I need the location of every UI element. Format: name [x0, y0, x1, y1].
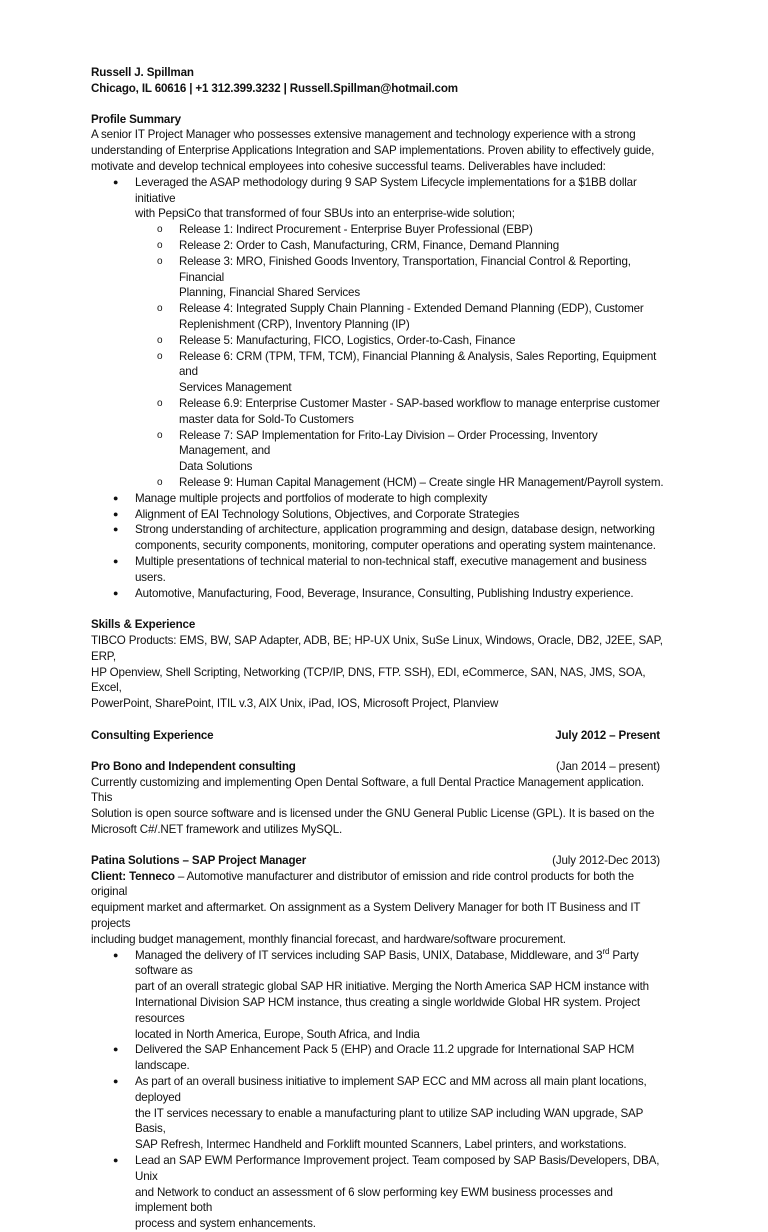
list-item — [91, 507, 668, 523]
release-item — [135, 396, 668, 428]
circle-bullet-icon: o — [157, 224, 163, 236]
list-item — [91, 586, 668, 602]
circle-bullet-icon: o — [157, 239, 163, 251]
skills-line: TIBCO Products: EMS, BW, SAP Adapter, ADB, BE; HP-UX Unix, SuSe Linux, Windows, Oracle, DB2, J2EE, SAP, ERP, — [91, 634, 663, 663]
job-title-row — [91, 759, 668, 775]
list-item — [91, 554, 668, 586]
circle-bullet-icon: o — [157, 429, 163, 441]
profile-summary-heading: Profile Summary — [91, 112, 181, 126]
skills-section — [91, 617, 668, 712]
bullet-text: Alignment of EAI Technology Solutions, Objectives, and Corporate Strategies — [135, 507, 520, 521]
profile-intro-line: understanding of Enterprise Applications Integration and SAP implementations. Proven ability to effectively guide, — [91, 144, 655, 158]
bullet-text: International Division SAP HCM instance, thus creating a single worldwide Global HR system. Project resources — [135, 996, 640, 1025]
release-text: Release 6: CRM (TPM, TFM, TCM), Financial Planning & Analysis, Sales Reporting, Equipment and — [179, 349, 657, 379]
release-text: Data Solutions — [179, 460, 253, 474]
release-item — [135, 333, 668, 349]
bullet-text: Manage multiple projects and portfolios of moderate to high complexity — [135, 491, 488, 505]
bullet-text: Leveraged the ASAP methodology during 9 SAP System Lifecycle implementations for a $1BB dollar initiative — [135, 175, 637, 205]
release-text: Release 4: Integrated Supply Chain Planning - Extended Demand Planning (EDP), Customer — [179, 302, 644, 316]
job-title: Pro Bono and Independent consulting — [91, 759, 296, 773]
bullet-icon: ● — [113, 524, 119, 535]
release-text: Planning, Financial Shared Services — [179, 286, 360, 300]
bullet-icon: ● — [113, 949, 119, 960]
bullet-text: SAP Refresh, Intermec Handheld and Forklift mounted Scanners, Label printers, and workstations. — [135, 1138, 627, 1152]
client-line — [91, 869, 668, 901]
job-description-line: Solution is open source software and is licensed under the GNU General Public License (GPL). It is based on the — [91, 807, 655, 821]
bullet-text: Delivered the SAP Enhancement Pack 5 (EHP) and Oracle 11.2 upgrade for International SAP HCM landscape. — [135, 1043, 635, 1073]
bullet-text-part: Party software as — [135, 948, 639, 978]
bullet-icon: ● — [113, 1044, 119, 1055]
release-list — [135, 222, 668, 491]
release-item — [135, 301, 668, 333]
bullet-text: part of an overall strategic global SAP HR initiative. Merging the North America SAP HCM instance with — [135, 980, 649, 994]
list-item — [91, 522, 668, 554]
list-item — [91, 491, 668, 507]
release-text: Release 1: Indirect Procurement - Enterprise Buyer Professional (EBP) — [179, 223, 533, 237]
bullet-text: with PepsiCo that transformed of four SBUs into an enterprise-wide solution; — [135, 207, 515, 221]
bullet-text — [135, 948, 668, 980]
consulting-dates: July 2012 – Present — [555, 729, 660, 743]
release-text: Release 7: SAP Implementation for Frito-Lay Division – Order Processing, Inventory Management, and — [179, 428, 598, 458]
job-dates: (July 2012-Dec 2013) — [552, 853, 660, 867]
list-item — [91, 948, 668, 1043]
bullet-text: Multiple presentations of technical material to non-technical staff, executive management and business users. — [135, 554, 647, 584]
consulting-heading-row — [91, 728, 668, 744]
release-text: Services Management — [179, 381, 292, 395]
client-description: – Automotive manufacturer and distributor of emission and ride control products for both the original — [91, 869, 634, 899]
release-text: Release 9: Human Capital Management (HCM) – Create single HR Management/Payroll system. — [179, 475, 664, 489]
patina-entry — [91, 853, 668, 1232]
bullet-icon: ● — [113, 555, 119, 566]
bullet-text-part: Managed the delivery of IT services including SAP Basis, UNIX, Database, Middleware, and 3 — [135, 948, 603, 962]
release-item — [135, 238, 668, 254]
circle-bullet-icon: o — [157, 255, 163, 267]
job-title-row — [91, 853, 668, 869]
bullet-text: Automotive, Manufacturing, Food, Beverage, Insurance, Consulting, Publishing Industry experience. — [135, 586, 634, 600]
job-description-line: Microsoft C#/.NET framework and utilizes MySQL. — [91, 823, 343, 837]
job-description-line: Currently customizing and implementing Open Dental Software, a full Dental Practice Management application. This — [91, 775, 644, 805]
resume-header — [91, 65, 668, 97]
client-line: equipment market and aftermarket. On assignment as a System Delivery Manager for both IT Business and IT projects — [91, 901, 641, 931]
bullet-text: located in North America, Europe, South Africa, and India — [135, 1027, 420, 1041]
list-item — [91, 1153, 668, 1232]
superscript: rd — [602, 946, 610, 956]
client-label: Client: Tenneco — [91, 869, 175, 883]
contact-line: Chicago, IL 60616 | +1 312.399.3232 | Russell.Spillman@hotmail.com — [91, 81, 458, 95]
release-item — [135, 349, 668, 396]
skills-heading: Skills & Experience — [91, 618, 196, 632]
job-title: Patina Solutions – SAP Project Manager — [91, 853, 307, 867]
bullet-icon: ● — [113, 1076, 119, 1087]
release-item — [135, 222, 668, 238]
bullet-text: the IT services necessary to enable a manufacturing plant to utilize SAP including WAN upgrade, SAP Basis, — [135, 1106, 644, 1136]
circle-bullet-icon: o — [157, 334, 163, 346]
release-text: Replenishment (CRP), Inventory Planning (IP) — [179, 317, 410, 331]
job-dates: (Jan 2014 – present) — [556, 759, 660, 773]
candidate-name: Russell J. Spillman — [91, 66, 194, 79]
skills-line: PowerPoint, SharePoint, ITIL v.3, AIX Unix, iPad, IOS, Microsoft Project, Planview — [91, 697, 499, 711]
release-item — [135, 475, 668, 491]
bullet-icon: ● — [113, 508, 119, 519]
release-text: Release 5: Manufacturing, FICO, Logistics, Order-to-Cash, Finance — [179, 333, 516, 347]
release-text: Release 3: MRO, Finished Goods Inventory, Transportation, Financial Control & Reporting, Financial — [179, 254, 631, 284]
consulting-section — [91, 728, 668, 1232]
release-text: Release 2: Order to Cash, Manufacturing, CRM, Finance, Demand Planning — [179, 238, 560, 252]
bullet-text: and Network to conduct an assessment of 6 slow performing key EWM business processes and implement both — [135, 1185, 613, 1215]
release-text: Release 6.9: Enterprise Customer Master - SAP-based workflow to manage enterprise customer — [179, 396, 660, 410]
bullet-text: Lead an SAP EWM Performance Improvement project. Team composed by SAP Basis/Developers, DBA, Unix — [135, 1154, 660, 1183]
bullet-icon: ● — [113, 1155, 119, 1165]
list-item — [91, 1042, 668, 1074]
client-line: including budget management, monthly financial forecast, and hardware/software procurement. — [91, 932, 566, 946]
bullet-text: Strong understanding of architecture, application programming and design, database design, networking — [135, 523, 655, 537]
release-item — [135, 428, 668, 475]
bullet-text: process and system enhancements. — [135, 1217, 316, 1231]
consulting-heading: Consulting Experience — [91, 729, 214, 743]
bullet-text: As part of an overall business initiative to implement SAP ECC and MM across all main plant locations, deployed — [135, 1075, 647, 1104]
bullet-text: components, security components, monitoring, computer operations and operating system maintenance. — [135, 539, 656, 553]
skills-line: HP Openview, Shell Scripting, Networking (TCP/IP, DNS, FTP. SSH), EDI, eCommerce, SAN, NAS, JMS, SOA, Excel, — [91, 665, 646, 695]
circle-bullet-icon: o — [157, 476, 163, 488]
release-item — [135, 254, 668, 301]
circle-bullet-icon: o — [157, 397, 163, 409]
bullet-icon: ● — [113, 176, 119, 187]
bullet-icon: ● — [113, 492, 119, 503]
profile-intro-line: A senior IT Project Manager who possesses extensive management and technology experience with a strong — [91, 128, 636, 142]
circle-bullet-icon: o — [157, 350, 163, 362]
profile-bullet-list — [91, 175, 668, 602]
profile-intro-line: motivate and develop technical employees into cohesive successful teams. Deliverables have included: — [91, 159, 606, 173]
release-text: master data for Sold-To Customers — [179, 412, 354, 426]
list-item — [91, 1074, 668, 1153]
bullet-icon: ● — [113, 587, 119, 598]
list-item — [91, 175, 668, 491]
probono-entry — [91, 759, 668, 838]
profile-summary-section — [91, 112, 668, 602]
patina-bullet-list — [91, 948, 668, 1232]
circle-bullet-icon: o — [157, 303, 163, 315]
